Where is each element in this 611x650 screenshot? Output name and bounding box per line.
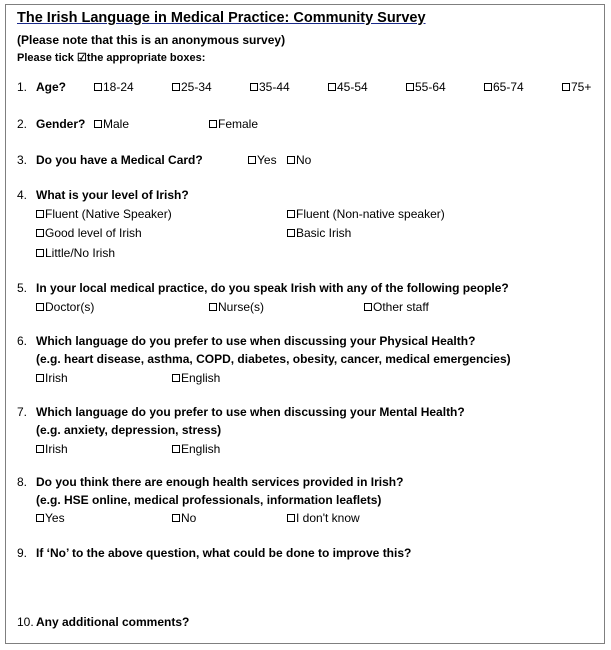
option-nurses[interactable]: [209, 300, 264, 314]
option-medical-card-no[interactable]: [287, 153, 311, 167]
checkbox-icon[interactable]: [172, 445, 180, 453]
option-label: 18-24: [103, 80, 134, 94]
option-label: Nurse(s): [218, 300, 265, 314]
question-number: 9.: [17, 546, 28, 560]
option-medical-card-yes[interactable]: [248, 153, 277, 167]
checkbox-icon[interactable]: [36, 514, 44, 522]
checkbox-icon[interactable]: [406, 83, 414, 91]
checkbox-icon[interactable]: [36, 210, 44, 218]
checkbox-icon[interactable]: [250, 83, 258, 91]
physical-health-examples: (e.g. heart disease, asthma, COPD, diabetes, obesity, cancer, medical emergencies): [36, 352, 511, 366]
option-label: Other staff: [373, 300, 429, 314]
option-physical-english[interactable]: [172, 371, 220, 385]
option-mental-english[interactable]: [172, 442, 220, 456]
survey-title: The Irish Language in Medical Practice: Community Survey: [17, 10, 426, 26]
option-label: Doctor(s): [45, 300, 95, 314]
option-mental-irish[interactable]: [36, 442, 68, 456]
checkbox-icon[interactable]: [36, 229, 44, 237]
checkbox-icon[interactable]: [36, 249, 44, 257]
option-age-55-64[interactable]: [406, 80, 446, 94]
checkbox-icon[interactable]: [36, 303, 44, 311]
question-number: 10.: [17, 615, 34, 629]
question-number: 1.: [17, 80, 28, 94]
option-label: English: [181, 371, 221, 385]
option-label: Fluent (Native Speaker): [45, 207, 172, 221]
option-physical-irish[interactable]: [36, 371, 68, 385]
question-number: 8.: [17, 475, 28, 489]
instruction-suffix: the appropriate boxes:: [86, 52, 206, 64]
option-label: Fluent (Non-native speaker): [296, 207, 445, 221]
option-little-no-irish[interactable]: [36, 246, 115, 260]
anonymous-note: (Please note that this is an anonymous survey): [17, 33, 286, 47]
health-services-examples: (e.g. HSE online, medical professionals, information leaflets): [36, 493, 382, 507]
question-improve: If ‘No’ to the above question, what could be done to improve this?: [36, 546, 412, 560]
option-label: 25-34: [181, 80, 212, 94]
option-label: I don't know: [296, 511, 360, 525]
checkbox-icon[interactable]: [209, 120, 217, 128]
option-label: Female: [218, 117, 259, 131]
checkbox-icon[interactable]: [172, 83, 180, 91]
question-number: 2.: [17, 117, 28, 131]
option-age-35-44[interactable]: [250, 80, 290, 94]
option-age-18-24[interactable]: [94, 80, 134, 94]
question-comments: Any additional comments?: [36, 615, 190, 629]
option-doctors[interactable]: [36, 300, 94, 314]
option-services-yes[interactable]: [36, 511, 65, 525]
option-label: 55-64: [415, 80, 446, 94]
checkbox-icon[interactable]: [94, 83, 102, 91]
option-fluent-non-native[interactable]: [287, 207, 445, 221]
checkbox-icon[interactable]: [287, 229, 295, 237]
option-gender-male[interactable]: [94, 117, 129, 131]
option-label: Good level of Irish: [45, 226, 142, 240]
checkbox-icon[interactable]: [287, 210, 295, 218]
question-number: 4.: [17, 188, 28, 202]
checkbox-icon[interactable]: [248, 156, 256, 164]
instruction-prefix: Please tick: [17, 52, 77, 64]
checkbox-icon[interactable]: [364, 303, 372, 311]
option-label: Basic Irish: [296, 226, 352, 240]
question-age: Age?: [36, 80, 66, 94]
checkbox-icon[interactable]: [287, 156, 295, 164]
option-label: 35-44: [259, 80, 290, 94]
checkbox-icon[interactable]: [94, 120, 102, 128]
option-label: No: [181, 511, 197, 525]
checkbox-icon[interactable]: [287, 514, 295, 522]
mental-health-examples: (e.g. anxiety, depression, stress): [36, 423, 222, 437]
option-label: English: [181, 442, 221, 456]
checkbox-icon[interactable]: [328, 83, 336, 91]
option-label: No: [296, 153, 312, 167]
option-gender-female[interactable]: [209, 117, 258, 131]
option-label: Yes: [45, 511, 65, 525]
instruction: [17, 51, 205, 64]
option-label: 65-74: [493, 80, 524, 94]
option-label: Little/No Irish: [45, 246, 116, 260]
question-health-services: Do you think there are enough health services provided in Irish?: [36, 475, 404, 489]
option-basic-irish[interactable]: [287, 226, 351, 240]
question-number: 7.: [17, 405, 28, 419]
option-label: Irish: [45, 442, 68, 456]
question-medical-card: Do you have a Medical Card?: [36, 153, 203, 167]
option-age-65-74[interactable]: [484, 80, 524, 94]
checkbox-icon[interactable]: [484, 83, 492, 91]
question-number: 6.: [17, 334, 28, 348]
checkbox-icon[interactable]: [36, 374, 44, 382]
checked-box-icon: ☑: [76, 52, 87, 64]
question-speak-irish: In your local medical practice, do you speak Irish with any of the following people?: [36, 281, 509, 295]
checkbox-icon[interactable]: [172, 514, 180, 522]
option-label: Irish: [45, 371, 68, 385]
option-age-75-plus[interactable]: [562, 80, 591, 94]
question-number: 3.: [17, 153, 28, 167]
checkbox-icon[interactable]: [209, 303, 217, 311]
option-services-dont-know[interactable]: [287, 511, 360, 525]
question-number: 5.: [17, 281, 28, 295]
option-label: Male: [103, 117, 130, 131]
option-label: 45-54: [337, 80, 368, 94]
option-other-staff[interactable]: [364, 300, 429, 314]
option-good-level[interactable]: [36, 226, 142, 240]
question-physical-health: Which language do you prefer to use when discussing your Physical Health?: [36, 334, 476, 348]
option-services-no[interactable]: [172, 511, 196, 525]
checkbox-icon[interactable]: [562, 83, 570, 91]
option-label: Yes: [257, 153, 277, 167]
question-mental-health: Which language do you prefer to use when discussing your Mental Health?: [36, 405, 465, 419]
option-fluent-native[interactable]: [36, 207, 172, 221]
option-label: 75+: [571, 80, 592, 94]
question-irish-level: What is your level of Irish?: [36, 188, 189, 202]
option-age-25-34[interactable]: [172, 80, 212, 94]
question-gender: Gender?: [36, 117, 86, 131]
checkbox-icon[interactable]: [36, 445, 44, 453]
checkbox-icon[interactable]: [172, 374, 180, 382]
option-age-45-54[interactable]: [328, 80, 368, 94]
